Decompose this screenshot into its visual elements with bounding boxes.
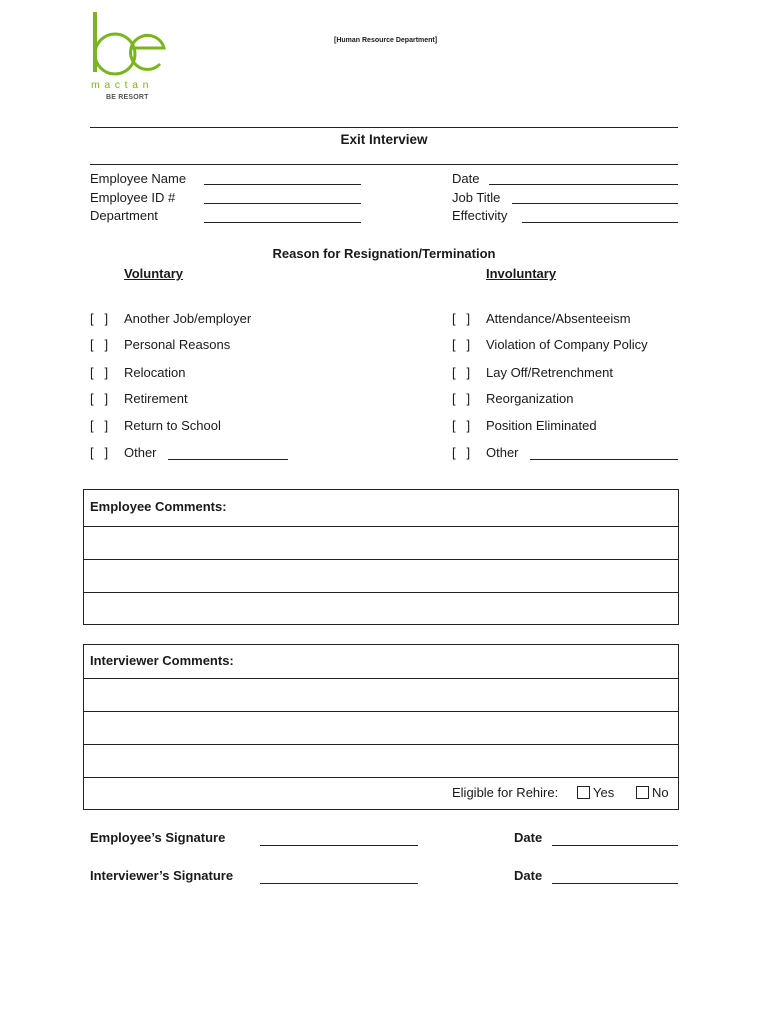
voluntary-checkbox[interactable]: [ ] xyxy=(90,391,109,406)
involuntary-option: Lay Off/Retrenchment xyxy=(486,365,613,380)
involuntary-option: Position Eliminated xyxy=(486,418,597,433)
voluntary-option: Other xyxy=(124,445,157,460)
divider xyxy=(90,164,678,165)
involuntary-checkbox[interactable]: [ ] xyxy=(452,391,471,406)
voluntary-option: Another Job/employer xyxy=(124,311,252,326)
date-label: Date xyxy=(452,171,480,186)
involuntary-option: Reorganization xyxy=(486,391,574,406)
divider xyxy=(90,127,678,128)
interviewer-comment-line[interactable] xyxy=(84,744,678,777)
job-title-label: Job Title xyxy=(452,190,501,205)
interviewer-comment-line[interactable] xyxy=(84,711,678,744)
voluntary-checkbox[interactable]: [ ] xyxy=(90,365,109,380)
rehire-no-label: No xyxy=(652,785,669,800)
involuntary-checkbox[interactable]: [ ] xyxy=(452,445,471,460)
department-note: [Human Resource Department] xyxy=(334,37,438,44)
interviewer-comments-title: Interviewer Comments: xyxy=(90,653,234,668)
involuntary-option: Other xyxy=(486,445,519,460)
logo-mark-icon xyxy=(90,10,170,80)
involuntary-other-field[interactable] xyxy=(530,459,678,460)
involuntary-heading: Involuntary xyxy=(486,266,557,281)
employee-comment-line[interactable] xyxy=(84,526,678,559)
involuntary-checkbox[interactable]: [ ] xyxy=(452,311,471,326)
employee-signature-field[interactable] xyxy=(260,845,418,846)
involuntary-checkbox[interactable]: [ ] xyxy=(452,365,471,380)
involuntary-checkbox[interactable]: [ ] xyxy=(452,337,471,352)
logo-subtitle: BE RESORT xyxy=(106,94,149,101)
date-field[interactable] xyxy=(489,184,678,185)
employee-signature-date-field[interactable] xyxy=(552,845,678,846)
effectivity-label: Effectivity xyxy=(452,208,508,223)
voluntary-other-field[interactable] xyxy=(168,459,288,460)
voluntary-option: Return to School xyxy=(124,418,221,433)
voluntary-checkbox[interactable]: [ ] xyxy=(90,337,109,352)
employee-name-field[interactable] xyxy=(204,184,361,185)
involuntary-option: Attendance/Absenteeism xyxy=(486,311,631,326)
department-field[interactable] xyxy=(204,222,361,223)
voluntary-checkbox[interactable]: [ ] xyxy=(90,418,109,433)
form-title: Exit Interview xyxy=(340,132,428,147)
rehire-yes-label: Yes xyxy=(593,785,615,800)
rehire-no-checkbox[interactable] xyxy=(636,786,649,799)
company-logo xyxy=(90,10,170,105)
employee-comment-line[interactable] xyxy=(84,592,678,625)
interviewer-signature-label: Interviewer’s Signature xyxy=(90,868,234,883)
employee-signature-label: Employee’s Signature xyxy=(90,830,226,845)
interviewer-signature-date-field[interactable] xyxy=(552,883,678,884)
involuntary-checkbox[interactable]: [ ] xyxy=(452,418,471,433)
interviewer-comment-line[interactable] xyxy=(84,678,678,711)
voluntary-checkbox[interactable]: [ ] xyxy=(90,311,109,326)
employee-id-field[interactable] xyxy=(204,203,361,204)
rehire-label: Eligible for Rehire: xyxy=(452,785,559,800)
voluntary-checkbox[interactable]: [ ] xyxy=(90,445,109,460)
interviewer-comments-box xyxy=(83,644,679,810)
employee-signature-date-label: Date xyxy=(514,830,543,845)
employee-comments-box xyxy=(83,489,679,625)
involuntary-option: Violation of Company Policy xyxy=(486,337,648,352)
interviewer-signature-field[interactable] xyxy=(260,883,418,884)
reason-heading: Reason for Resignation/Termination xyxy=(272,246,496,261)
voluntary-option: Personal Reasons xyxy=(124,337,231,352)
employee-comment-line[interactable] xyxy=(84,559,678,592)
voluntary-heading: Voluntary xyxy=(124,266,183,281)
voluntary-option: Relocation xyxy=(124,365,186,380)
employee-name-label: Employee Name xyxy=(90,171,187,186)
rehire-yes-checkbox[interactable] xyxy=(577,786,590,799)
effectivity-field[interactable] xyxy=(522,222,678,223)
interviewer-signature-date-label: Date xyxy=(514,868,543,883)
voluntary-option: Retirement xyxy=(124,391,188,406)
department-label: Department xyxy=(90,208,158,223)
job-title-field[interactable] xyxy=(512,203,678,204)
employee-comments-title: Employee Comments: xyxy=(90,499,227,514)
logo-word: mactan xyxy=(91,79,154,91)
employee-id-label: Employee ID # xyxy=(90,190,176,205)
